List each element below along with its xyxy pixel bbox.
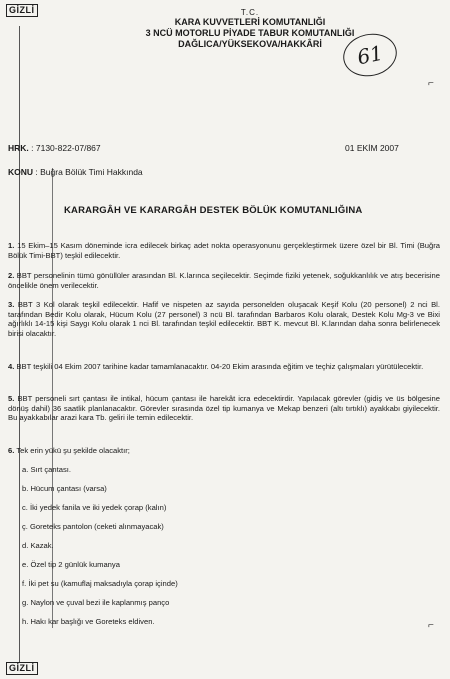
subject-row xyxy=(8,167,143,177)
paragraph-text: BBT 3 Kol olarak teşkil edilecektir. Hafif ve nispeten az sayıda personelden oluşacak Keşif Kolu (20 personel) 2 nci Bl. tarafından Bedir Kolu olarak, Hücum Kolu (27 personel) 3 ncü Bl. tarafından Barbaros Kolu olarak, Destek Kolu Mg-3 ve Bixi ağırlıklı 14-15 kişi Saygı Kolu olarak 1 nci Bl. tarafından teşkil edilecektir. BBT K. mevcut Bl. K.larından daha sonra belirlenecek birisi olacaktır. xyxy=(8,300,440,338)
reference-label: HRK. xyxy=(8,143,29,153)
paragraph-number: 6. xyxy=(8,446,15,455)
classification-mark-bottom: GİZLİ xyxy=(6,662,38,675)
letterhead-tc: T.C. xyxy=(240,8,260,17)
list-item: e. Özel tip 2 günlük kumanya xyxy=(22,560,120,569)
document-date: 01 EKİM 2007 xyxy=(345,143,399,153)
paragraph-number: 3. xyxy=(8,300,15,309)
list-item: b. Hücum çantası (varsa) xyxy=(22,484,107,493)
paragraph-text: BBT personeli sırt çantası ile intikal, hücum çantası ile harekât icra edecektirdir. Yapılacak görevler (gidiş ve üs bölgesine dönüş dahil) 36 saatlik planlanacaktır. Görevler sırasında özel tip kumanya ve Mekap benzeri (altı tırtıklı) ayakkabı giyilecektir. Bu ayakkabılar arazi kara Tb. geliri ile temin edilecektir. xyxy=(8,394,440,423)
paragraph-text: Tek erin yükü şu şekilde olacaktır; xyxy=(16,446,130,455)
paragraph-2 xyxy=(8,271,440,290)
list-item: g. Naylon ve çuval bezi ile kaplanmış panço xyxy=(22,598,170,607)
paragraph-text: BBT personelinin tümü gönüllüler arasından Bl. K.larınca seçilecektir. Seçimde fiziki yetenek, soğukkanlılık ve atış becerisine öncelikle önem verilecektir. xyxy=(8,271,440,290)
corner-mark-icon: ⌐ xyxy=(428,78,434,89)
list-item: ç. Goreteks pantolon (ceketi alınmayacak) xyxy=(22,522,164,531)
list-item: c. İki yedek fanila ve iki yedek çorap (kalın) xyxy=(22,503,167,512)
handwritten-number-stamp: 61 xyxy=(339,29,401,81)
list-item: d. Kazak. xyxy=(22,541,54,550)
paragraph-4 xyxy=(8,362,440,372)
paragraph-3 xyxy=(8,300,440,338)
paragraph-number: 5. xyxy=(8,394,15,403)
letterhead-line1: KARA KUVVETLERİ KOMUTANLIĞI xyxy=(174,17,326,27)
reference-row xyxy=(8,143,101,153)
classification-mark-top: GİZLİ xyxy=(6,4,38,17)
paragraph-1 xyxy=(8,241,440,260)
list-item: f. İki pet su (kamuflaj maksadıyla çorap içinde) xyxy=(22,579,178,588)
paragraph-number: 2. xyxy=(8,271,15,280)
margin-line xyxy=(19,26,20,662)
addressee-title: KARARGÂH VE KARARGÂH DESTEK BÖLÜK KOMUTANLIĞINA xyxy=(64,205,363,216)
paragraph-number: 1. xyxy=(8,241,15,250)
reference-value: : 7130-822-07/867 xyxy=(31,143,101,153)
paragraph-number: 4. xyxy=(8,362,15,371)
paragraph-text: 15 Ekim–15 Kasım döneminde icra edilecek birkaç adet nokta operasyonunu gerçekleştirmek üzere özel bir Bl. Timi (Buğra Bölük Timi-BBT) teşkil edilecektir. xyxy=(8,241,440,260)
corner-mark-icon: ⌐ xyxy=(428,620,434,631)
paragraph-5 xyxy=(8,394,440,423)
paragraph-text: BBT teşkili 04 Ekim 2007 tarihine kadar tamamlanacaktır. 04-20 Ekim arasında eğitim ve teçhiz çalışmaları yürütülecektir. xyxy=(16,362,424,371)
letterhead-line2: 3 NCÜ MOTORLU PİYADE TABUR KOMUTANLIĞI xyxy=(145,28,355,38)
list-item: h. Hakı kar başlığı ve Goreteks eldiven. xyxy=(22,617,155,626)
paragraph-6 xyxy=(8,446,440,456)
list-item: a. Sırt çantası. xyxy=(22,465,71,474)
letterhead-line3: DAĞLICA/YÜKSEKOVA/HAKKÂRİ xyxy=(178,39,322,49)
subject-label: KONU xyxy=(8,167,34,177)
subject-value: : Buğra Bölük Timi Hakkında xyxy=(35,167,143,177)
